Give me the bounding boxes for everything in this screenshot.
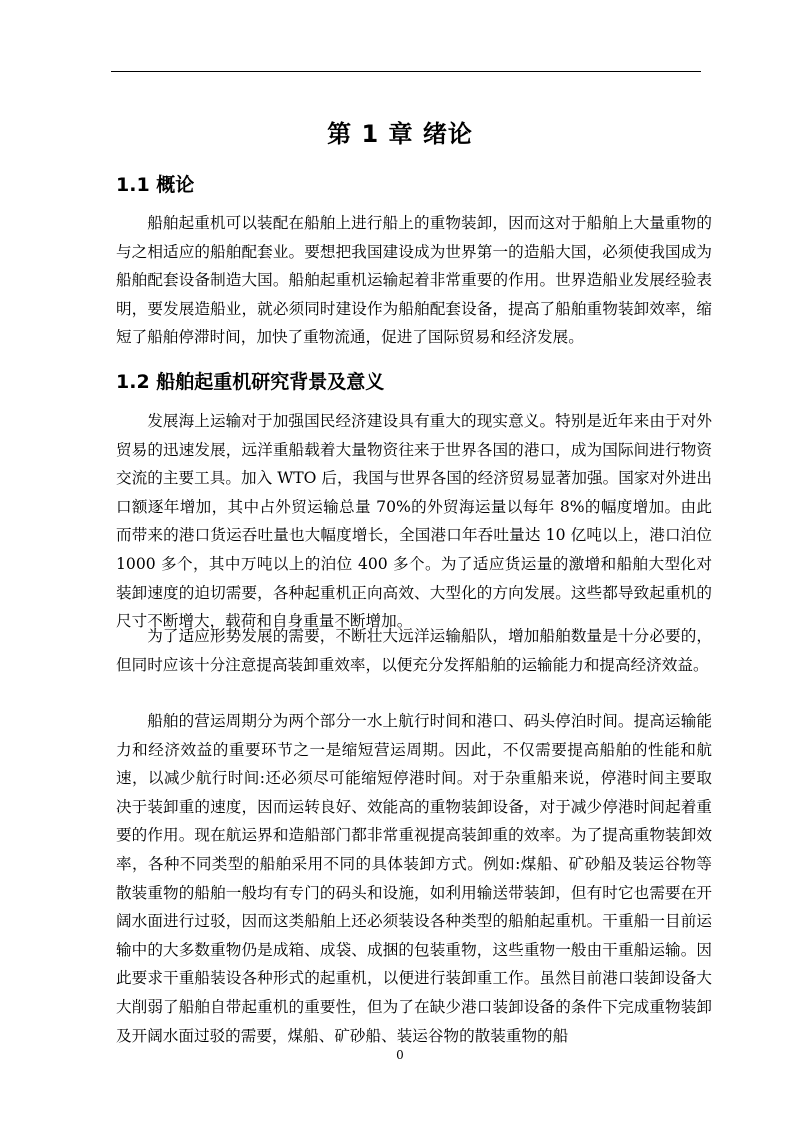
paragraph-background-3: 船舶的营运周期分为两个部分一水上航行时间和港口、码头停泊时间。提高运输能力和经济效益的重要环节之一是缩短营运周期。因此，不仅需要提高船舶的性能和航速，以减少航行时间:还必须尽可能缩短停港时间。对于杂重船来说，停港时间主要取决于装卸重的速度，因而运转良好、效能高的重物装卸设备，对于减少停港时间起着重要的作用。现在航运界和造船部门都非常重视提高装卸重的效率。为了提高重物装卸效率，各种不同类型的船舶采用不同的具体装卸方式。例如:煤船、矿砂船及装运谷物等散装重物的船舶一般均有专门的码头和设施，如利用输送带装卸，但有时它也需要在开阔水面进行过驳，因而这类船舶上还必须装设各种类型的船舶起重机。干重船一目前运输中的大多数重物仍是成箱、成袋、成捆的包装重物，这些重物一般由干重船运输。因此要求干重船装设各种形式的起重机，以便进行装卸重工作。虽然目前港口装卸设备大大削弱了船舶自带起重机的重要性，但为了在缺少港口装卸设备的条件下完成重物装卸及开阔水面过驳的需要，煤船、矿砂船、装运谷物的散装重物的船 (116, 712, 712, 1045)
paragraph-background-1: 发展海上运输对于加强国民经济建设具有重大的现实意义。特别是近年来由于对外贸易的迅速发展，远洋重船载着大量物资往来于世界各国的港口，成为国际间进行物资交流的主要工具。加入 WTO 后，我国与世界各国的经济贸易显著加强。国家对外进出口额逐年增加，其中占外贸运输总量 70%的外贸海运量以每年 8%的幅度增加。由此而带来的港口货运吞吐量也大幅度增长，全国港口年吞吐量达 10 亿吨以上，港口泊位 1000 多个，其中万吨以上的泊位 400 多个。为了适应货运量的激增和船舶大型化对装卸速度的迫切需要，各种起重机正向高效、大型化的方向发展。这些都导致起重机的尺寸不断增大，载荷和自身重量不断增加。 (116, 412, 712, 631)
chapter-title: 第 1 章 绪论 (327, 120, 473, 148)
paragraph-background-2: 为了适应形势发展的需要，不断壮大远洋运输船队，增加船舶数量是十分必要的，但同时应该十分注意提高装卸重效率，以便充分发挥船舶的运输能力和提高经济效益。 (116, 627, 712, 674)
paragraph-overview: 船舶起重机可以装配在船舶上进行船上的重物装卸，因而这对于船舶上大量重物的与之相适应的船舶配套业。要想把我国建设成为世界第一的造船大国，必须使我国成为船舶配套设备制造大国。船舶起重机运输起着非常重要的作用。世界造船业发展经验表明，要发展造船业，就必须同时建设作为船舶配套设备，提高了船舶重物装卸效率，缩短了船舶停滞时间，加快了重物流通，促进了国际贸易和经济发展。 (116, 214, 712, 347)
header-rule (111, 71, 701, 72)
page-number: 0 (396, 1048, 404, 1062)
section-heading-1-2: 1.2 船舶起重机研究背景及意义 (116, 371, 385, 393)
section-heading-1-1: 1.1 概论 (116, 174, 195, 196)
